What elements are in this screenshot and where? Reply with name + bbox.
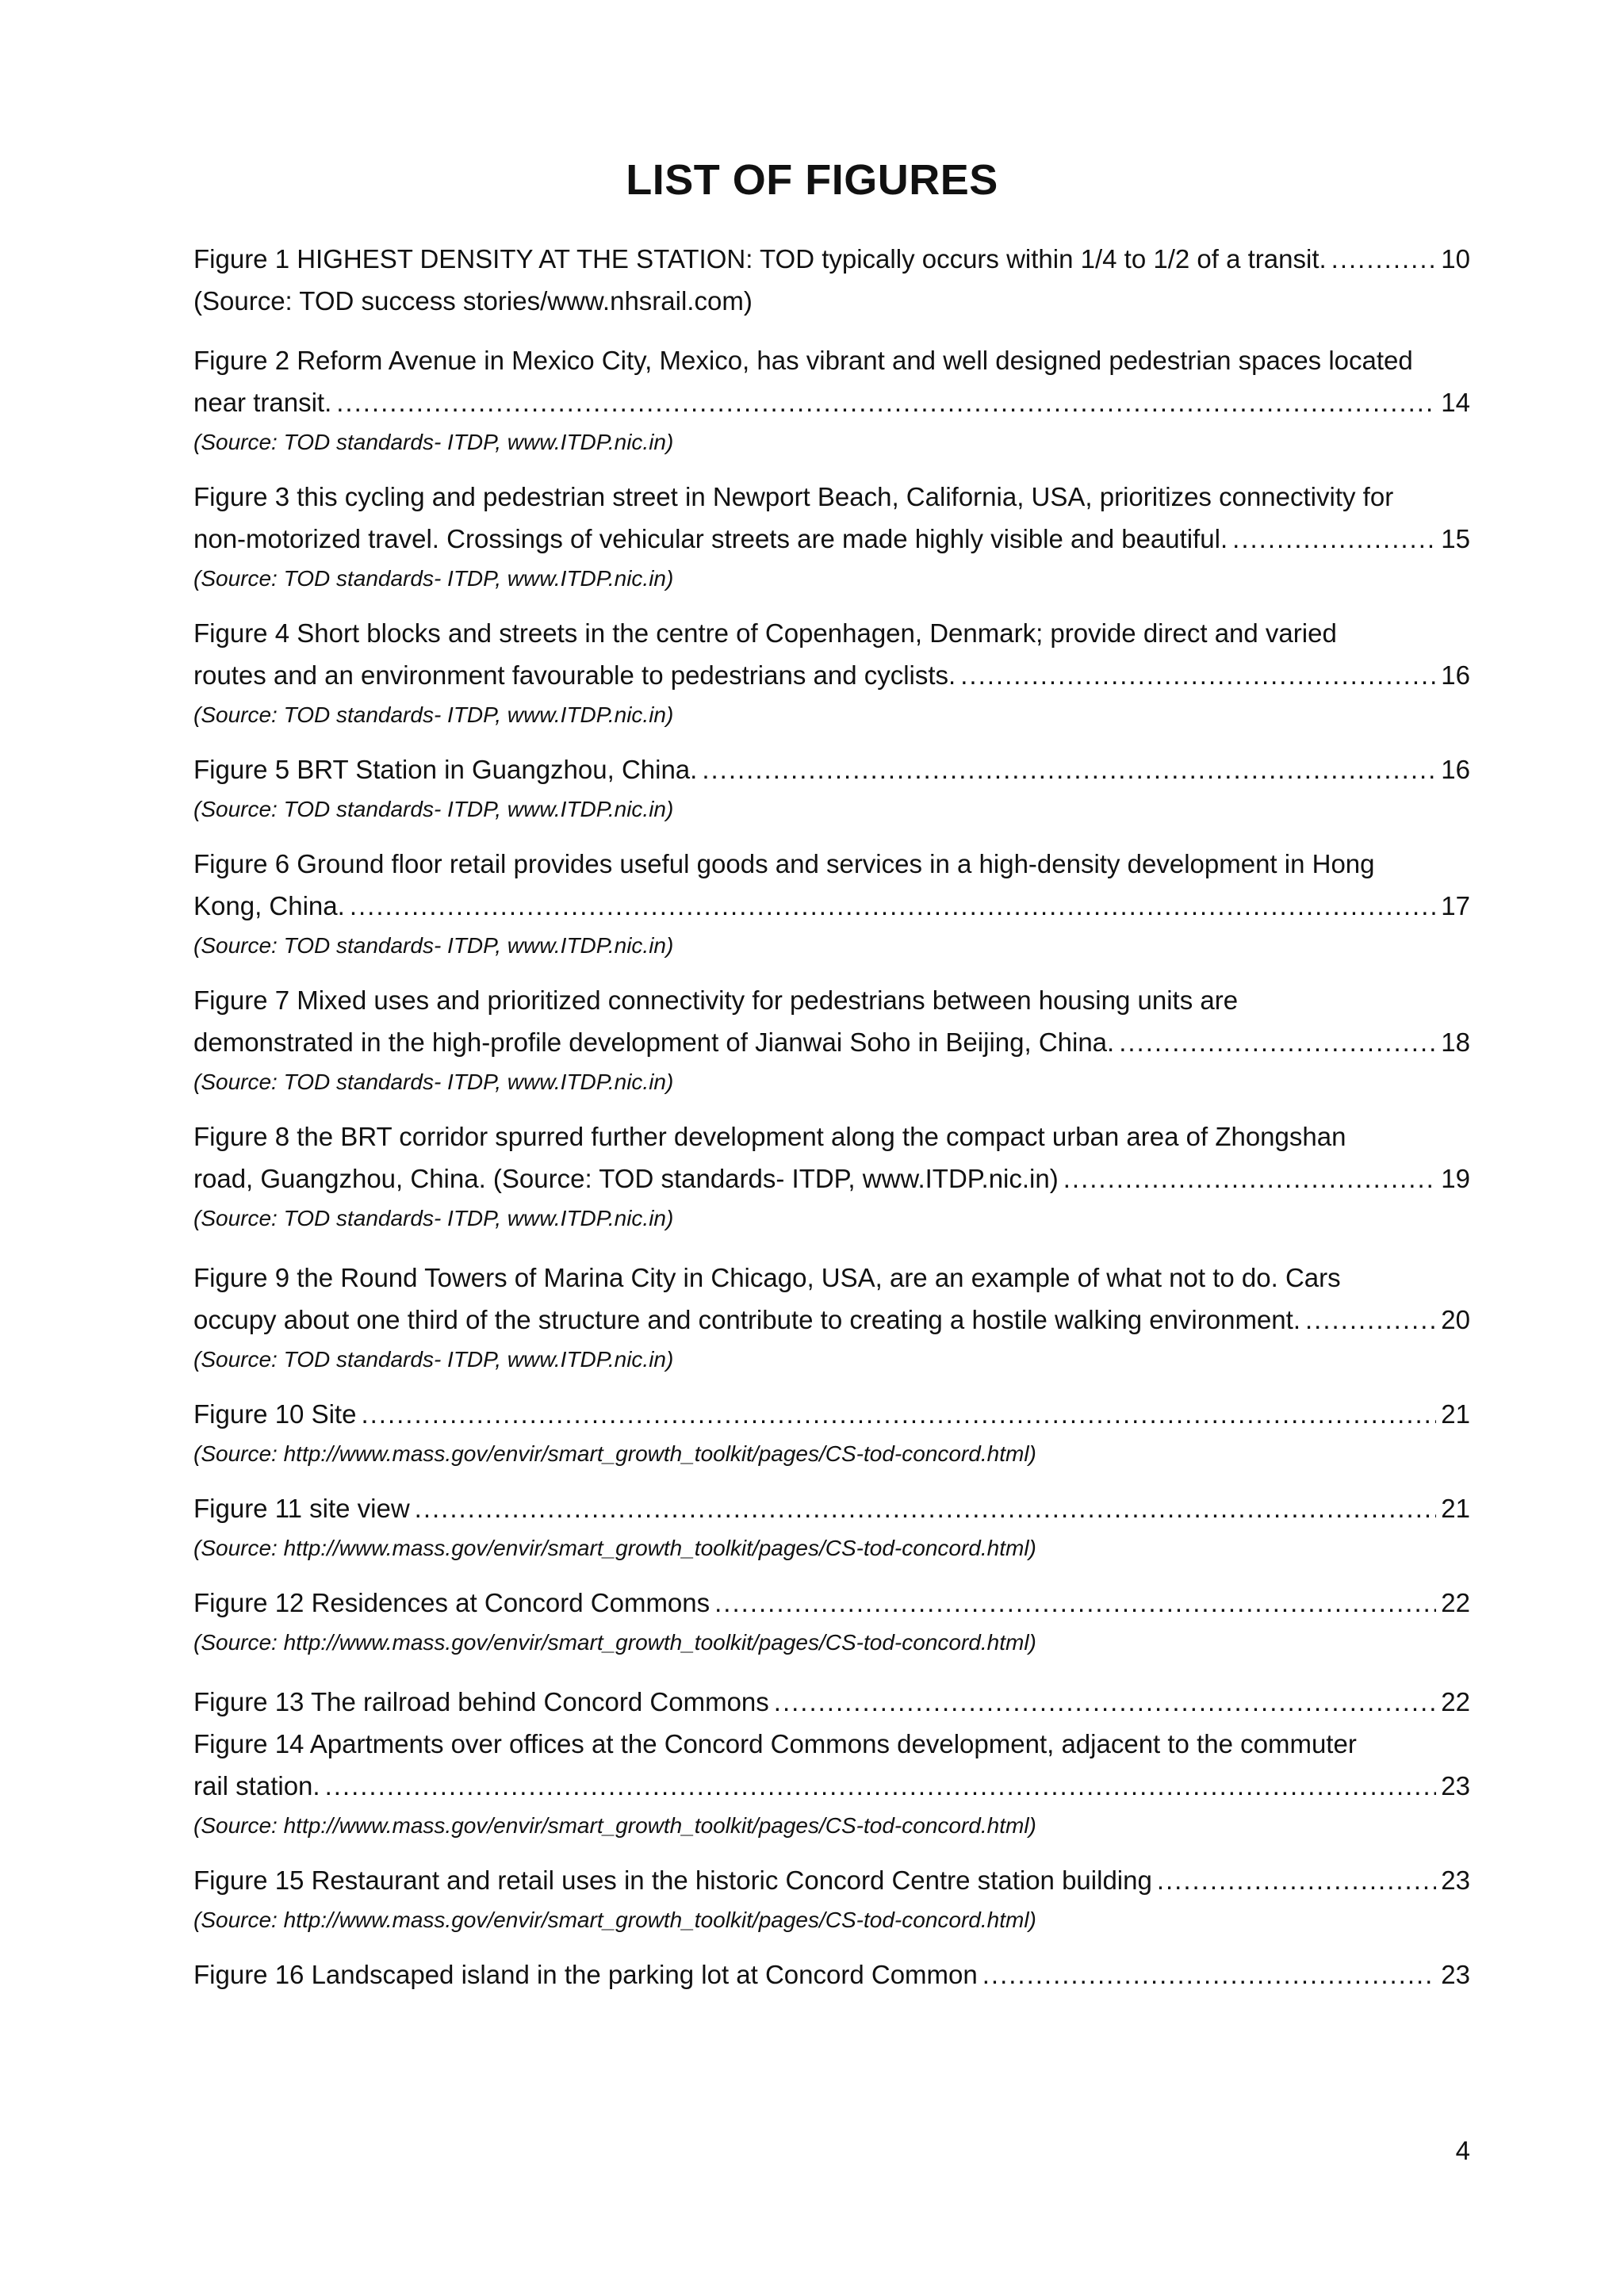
figure-caption: Figure 4 Short blocks and streets in the centre of Copenhagen, Denmark; provide direct and varied	[193, 618, 1337, 648]
dot-leader	[1232, 518, 1436, 560]
figure-caption: Figure 15 Restaurant and retail uses in the historic Concord Centre station building	[193, 1866, 1152, 1895]
page-title: LIST OF FIGURES	[626, 156, 998, 204]
figure-source: (Source: TOD standards- ITDP, www.ITDP.nic.in)	[193, 1347, 674, 1372]
figure-entry-line	[193, 1681, 1470, 1723]
figure-entry-line	[193, 748, 1470, 790]
figure-caption: Figure 8 the BRT corridor spurred further development along the compact urban area of Zhongshan	[193, 1122, 1346, 1151]
figure-entry[interactable]	[193, 979, 1470, 1101]
figure-caption: Figure 2 Reform Avenue in Mexico City, Mexico, has vibrant and well designed pedestrian spaces located	[193, 346, 1413, 375]
dot-leader	[1305, 1299, 1436, 1341]
figure-source: (Source: TOD standards- ITDP, www.ITDP.nic.in)	[193, 1070, 674, 1094]
figure-entry[interactable]	[193, 1487, 1470, 1567]
figure-caption: Figure 9 the Round Towers of Marina City in Chicago, USA, are an example of what not to do. Cars	[193, 1263, 1341, 1292]
figure-caption: Figure 6 Ground floor retail provides useful goods and services in a high-density development in Hong	[193, 849, 1375, 878]
dot-leader	[415, 1487, 1437, 1529]
figure-caption: occupy about one third of the structure and contribute to creating a hostile walking environment.	[193, 1305, 1300, 1334]
figure-list	[193, 238, 1470, 1996]
figure-entry-line	[193, 1021, 1470, 1063]
figure-caption: demonstrated in the high-profile development of Jianwai Soho in Beijing, China.	[193, 1027, 1115, 1057]
dot-leader	[1157, 1859, 1436, 1901]
figure-caption: Figure 10 Site	[193, 1399, 357, 1429]
page-number: 4	[1455, 2136, 1470, 2165]
figure-entry[interactable]	[193, 1393, 1470, 1473]
figure-entry-line	[193, 885, 1470, 927]
dot-leader	[774, 1681, 1437, 1723]
figure-caption: road, Guangzhou, China. (Source: TOD standards- ITDP, www.ITDP.nic.in)	[193, 1164, 1059, 1193]
figure-caption: near transit.	[193, 388, 332, 417]
dot-leader	[1063, 1158, 1437, 1200]
figure-entry[interactable]	[193, 1954, 1470, 1996]
dot-leader	[325, 1765, 1437, 1807]
figure-caption: Figure 11 site view	[193, 1494, 410, 1523]
figure-page-number: 10	[1441, 244, 1470, 274]
figure-page-number: 23	[1441, 1866, 1470, 1895]
figure-entry[interactable]	[193, 1681, 1470, 1723]
dot-leader	[336, 381, 1436, 423]
figure-entry-line	[193, 1393, 1470, 1435]
figure-entry-line	[193, 238, 1470, 280]
figure-page-number: 20	[1441, 1305, 1470, 1334]
figure-page-number: 21	[1441, 1399, 1470, 1429]
figure-caption: Figure 12 Residences at Concord Commons	[193, 1588, 710, 1617]
dot-leader	[361, 1393, 1436, 1435]
figure-page-number: 19	[1441, 1164, 1470, 1193]
figure-entry[interactable]	[193, 476, 1470, 598]
figure-page-number: 17	[1441, 891, 1470, 920]
figure-entry[interactable]	[193, 612, 1470, 734]
dot-leader	[1331, 238, 1437, 280]
figure-page-number: 15	[1441, 524, 1470, 553]
figure-caption: Figure 13 The railroad behind Concord Commons	[193, 1687, 769, 1716]
figure-source: (Source: http://www.mass.gov/envir/smart_growth_toolkit/pages/CS-tod-concord.html)	[193, 1908, 1036, 1932]
figure-page-number: 23	[1441, 1960, 1470, 1989]
figure-page-number: 23	[1441, 1771, 1470, 1800]
figure-entry[interactable]	[193, 748, 1470, 828]
figure-entry-line	[193, 1299, 1470, 1341]
figure-entry-line	[193, 1582, 1470, 1624]
figure-caption: Figure 5 BRT Station in Guangzhou, China.	[193, 755, 698, 784]
figure-source: (Source: http://www.mass.gov/envir/smart_growth_toolkit/pages/CS-tod-concord.html)	[193, 1813, 1036, 1838]
dot-leader	[982, 1954, 1437, 1996]
figure-caption: Figure 16 Landscaped island in the parking lot at Concord Common	[193, 1960, 978, 1989]
figure-source: (Source: TOD standards- ITDP, www.ITDP.nic.in)	[193, 797, 674, 821]
figure-entry[interactable]	[193, 1115, 1470, 1238]
figure-entry[interactable]	[193, 1257, 1470, 1379]
dot-leader	[714, 1582, 1436, 1624]
figure-page-number: 21	[1441, 1494, 1470, 1523]
figure-entry-line	[193, 1158, 1470, 1200]
figure-source: (Source: http://www.mass.gov/envir/smart_growth_toolkit/pages/CS-tod-concord.html)	[193, 1441, 1036, 1466]
figure-page-number: 14	[1441, 388, 1470, 417]
figure-source: (Source: TOD standards- ITDP, www.ITDP.nic.in)	[193, 566, 674, 591]
dot-leader	[350, 885, 1436, 927]
figure-entry-line	[193, 654, 1470, 696]
figure-source: (Source: TOD standards- ITDP, www.ITDP.nic.in)	[193, 933, 674, 958]
figure-caption: routes and an environment favourable to pedestrians and cyclists.	[193, 660, 956, 690]
figure-caption: Figure 14 Apartments over offices at the Concord Commons development, adjacent to the commuter	[193, 1729, 1357, 1758]
figure-page-number: 18	[1441, 1027, 1470, 1057]
figure-source: (Source: http://www.mass.gov/envir/smart_growth_toolkit/pages/CS-tod-concord.html)	[193, 1630, 1036, 1655]
figure-page-number: 22	[1441, 1687, 1470, 1716]
figure-page-number: 16	[1441, 660, 1470, 690]
figure-source: (Source: TOD standards- ITDP, www.ITDP.nic.in)	[193, 702, 674, 727]
figure-entry-line	[193, 1954, 1470, 1996]
figure-caption: rail station.	[193, 1771, 320, 1800]
figure-entry[interactable]	[193, 1859, 1470, 1939]
figure-entry-line	[193, 1487, 1470, 1529]
figure-source-note: (Source: TOD success stories/www.nhsrail.com)	[193, 286, 753, 316]
figure-caption: non-motorized travel. Crossings of vehicular streets are made highly visible and beautiful.	[193, 524, 1228, 553]
figure-caption: Figure 3 this cycling and pedestrian street in Newport Beach, California, USA, prioritizes connectivity for	[193, 482, 1394, 511]
figure-caption: Figure 7 Mixed uses and prioritized connectivity for pedestrians between housing units are	[193, 985, 1239, 1015]
dot-leader	[702, 748, 1436, 790]
figure-page-number: 16	[1441, 755, 1470, 784]
figure-source: (Source: http://www.mass.gov/envir/smart_growth_toolkit/pages/CS-tod-concord.html)	[193, 1536, 1036, 1560]
figure-entry-line	[193, 518, 1470, 560]
figure-entry[interactable]	[193, 238, 1470, 322]
figure-entry-line	[193, 1859, 1470, 1901]
figure-page-number: 22	[1441, 1588, 1470, 1617]
figure-entry[interactable]	[193, 1582, 1470, 1662]
figure-source: (Source: TOD standards- ITDP, www.ITDP.nic.in)	[193, 430, 674, 454]
figure-entry-line	[193, 381, 1470, 423]
dot-leader	[1119, 1021, 1436, 1063]
figure-entry-line	[193, 1765, 1470, 1807]
figure-entry[interactable]	[193, 843, 1470, 965]
figure-source: (Source: TOD standards- ITDP, www.ITDP.nic.in)	[193, 1206, 674, 1230]
figure-caption: Kong, China.	[193, 891, 345, 920]
figure-entry[interactable]	[193, 339, 1470, 461]
figure-caption: Figure 1 HIGHEST DENSITY AT THE STATION: TOD typically occurs within 1/4 to 1/2 of a transit.	[193, 244, 1327, 274]
dot-leader	[960, 654, 1436, 696]
figure-entry[interactable]	[193, 1723, 1470, 1845]
